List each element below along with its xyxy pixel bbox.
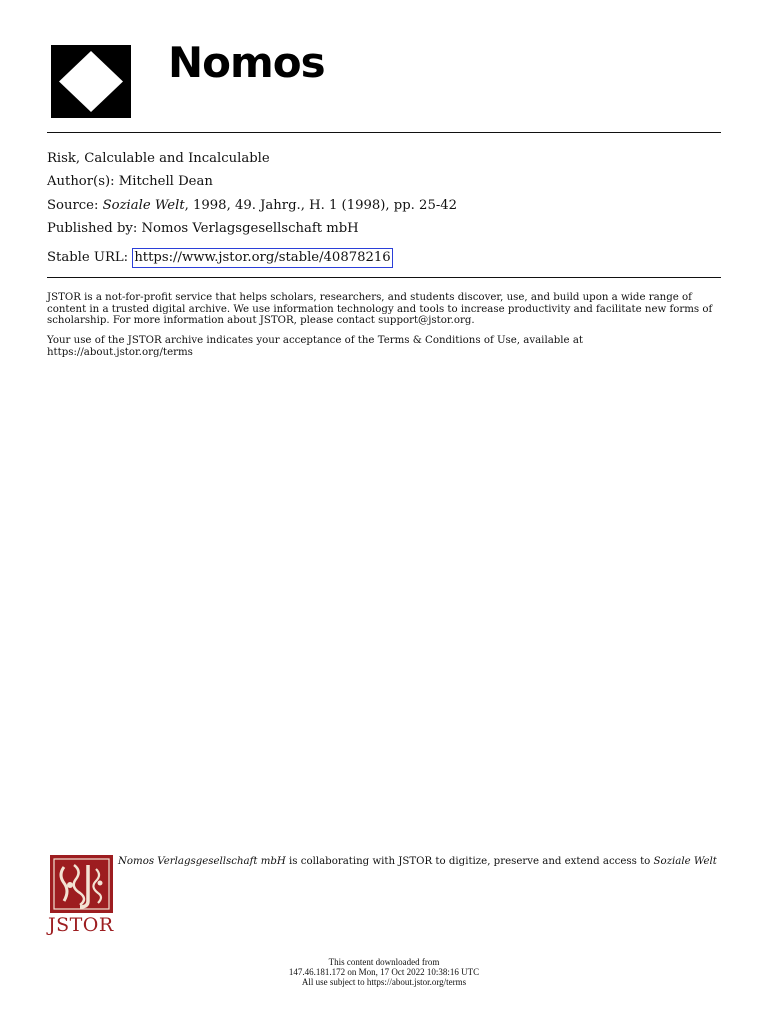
jstor-about-notice: JSTOR is a not-for-profit service that helps scholars, researchers, and students discover, use, and build upon a wide range of content in a trusted digital archive. We use information technology and tools to increase productivity and facilitate new forms of scholarship. For more information about JSTOR, please contact support@jstor.org. <box>47 292 713 327</box>
source-line <box>47 198 457 213</box>
divider-top <box>47 132 721 133</box>
collaboration-notice <box>118 856 718 868</box>
stable-url-label: Stable URL: <box>47 250 129 265</box>
publisher-name: Nomos Verlagsgesellschaft mbH <box>141 221 359 236</box>
terms-link[interactable]: https://about.jstor.org/terms <box>47 346 193 358</box>
nomos-logo-icon <box>51 45 131 118</box>
stable-url-line <box>47 248 393 268</box>
publisher-line <box>47 221 359 236</box>
stable-url-link[interactable]: https://www.jstor.org/stable/40878216 <box>132 248 392 268</box>
terms-text: Your use of the JSTOR archive indicates your acceptance of the Terms & Conditions of Use, available at <box>47 335 583 346</box>
author-name: Mitchell Dean <box>118 174 213 189</box>
collab-text: is collaborating with JSTOR to digitize, preserve and extend access to <box>285 856 654 867</box>
download-footer <box>0 957 768 987</box>
brand-name: Nomos <box>168 38 325 87</box>
source-details: , 1998, 49. Jahrg., H. 1 (1998), pp. 25-42 <box>184 198 458 213</box>
author-label: Author(s): <box>47 174 115 189</box>
source-journal: Soziale Welt <box>102 198 185 213</box>
terms-notice <box>47 335 727 358</box>
divider-middle <box>47 277 721 278</box>
collab-journal: Soziale Welt <box>653 856 717 867</box>
jstor-emblem-icon <box>50 855 113 913</box>
footer-line-1: This content downloaded from <box>328 957 440 967</box>
source-label: Source: <box>47 198 99 213</box>
article-title: Risk, Calculable and Incalculable <box>47 151 270 166</box>
jstor-wordmark: JSTOR <box>48 914 114 936</box>
publisher-label: Published by: <box>47 221 138 236</box>
author-line <box>47 174 213 189</box>
footer-line-3: All use subject to https://about.jstor.org/terms <box>301 977 467 987</box>
footer-line-2: 147.46.181.172 on Mon, 17 Oct 2022 10:38:16 UTC <box>288 967 480 977</box>
collab-publisher: Nomos Verlagsgesellschaft mbH <box>118 856 286 867</box>
